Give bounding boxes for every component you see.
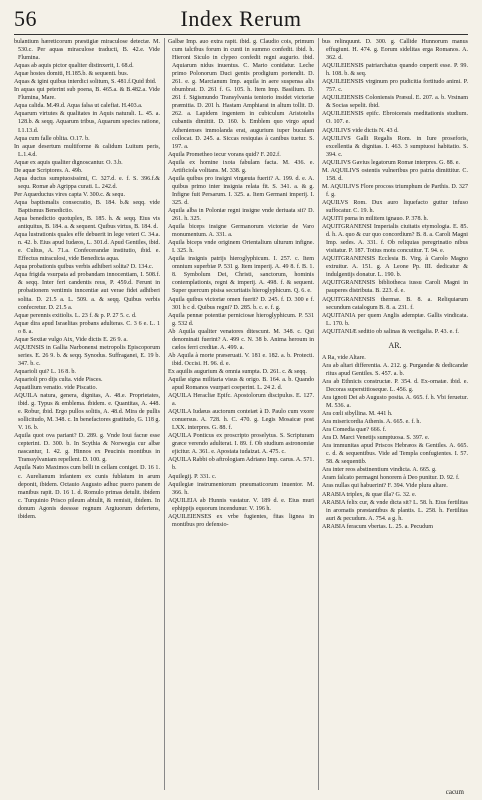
- index-entry: Aquæ perennis exitiolis. L. 23 f. & p. P. 27 5. c. d.: [14, 312, 137, 319]
- index-entry: Aquila biceps vnde originem Orientalium ulturum infigne. I. 325. h.: [168, 240, 314, 255]
- index-entry: AQUILEIENSIS Coloniensis Præsul. E. 207. a. b. Vrsinam & Socias sepelit. ibid.: [322, 95, 468, 110]
- index-entry: AQUITGRANENSIS thermæ. B. 8. a. Reliquiarum secundum catalogum B. 8. a. 231. f.: [322, 296, 468, 311]
- index-entry: bulantium hæreticorum præstigiæ miraculose detectæ. M. 530.c. Per aquas miraculose traducti, B. 42.e. Vide Flumina.: [14, 39, 160, 62]
- index-entry: Ara inter reos abstinentium vindicta. A. 665. g.: [322, 467, 437, 474]
- index-entry: Aquarioli pro dijs culta. vide Pisces.: [14, 376, 103, 383]
- index-entry: AQUITGRANENSIS Ecclesia B. Virg. à Carolo Magno extruitur. A. 151. g. A Leone Pp. III. dedicatur & indulgentijs donatur. L. 190. b.: [322, 256, 468, 279]
- index-entry: AQUILA Ponticus ex proscripto proselytus. S. Scripturam græce verendo adulterat. I. 89. f. Ob studium astronomiæ ejicitur. A. 361. e. Apostata iudaizat. A. 475. c.: [168, 433, 314, 456]
- index-entry: Ex aquilis augurium & omnia sumpta. D. 261. c. & seqq.: [168, 368, 307, 375]
- index-entry: AQUITGRANENSIS bibliotheca iussu Caroli Magni in pauperes distributa. B. 223. d. e.: [322, 280, 468, 295]
- column-divider: [164, 38, 165, 790]
- index-entry: ARABIA felix cur, & vnde dicta sit? L. 58. h. Eius fertilitas in aromatis præstantibus & plantis. L. 258. h. Fertilitas auri & pecudum. A. 754. a g. h.: [322, 499, 468, 522]
- index-entry: AQUILEIENSIS epifc. Ebroicensis meditationis studium. O. 107. e.: [322, 111, 468, 126]
- index-entry: Aquarioli qui? L. 16 8. b.: [14, 368, 76, 375]
- index-entry: AQUILIVS Gavius legatorum Romæ interpres. G. 88. e.: [322, 159, 460, 166]
- index-entry: AQUILIVS Galli Regalis Rom. in Iure proseforis, excellentia & dignitas. I. 463. 3 sumptuosi habitatio. S. 394. c.: [322, 135, 468, 158]
- index-entry: Aquas & igini quibus interdici solitum, S. 481.f.Quid ibid.: [14, 79, 157, 86]
- index-entry: Aquarum virtutes & qualitates in Aquis naturali. L. 45. a. 128.b. & seqq. Aquarum tribus, Aquarum species ratione, I.1.13.d.: [14, 111, 160, 134]
- index-entry: Aqua lustrationis quales effe debuerit in lege veteri C. 34.a. n. 42. b. Eius apud Iudæos, L. 301.d. Apud Gentiles, ibid. e. Cultus, A. 71.a. Confecerandæ institutio, ibid. e. Effectus miraculosi, vide Benedicta aqua.: [14, 232, 160, 263]
- index-entry: AQUILA Rabbi ob aftrologiam Adriano Imp. carus. A. 571. b.: [168, 457, 314, 472]
- index-entry: AQUILA Heracliæ Epifc. Apostolorum discipulus. E. 127. a.: [168, 393, 314, 408]
- index-entry: M. AQUILIVS ostentis vulneribus pro patria dimittitur. C. 158. d.: [322, 167, 468, 182]
- index-entry: Ara immunitas apud Priscos Hebræos & Gentiles. A. 665. c. d. & sequentibus. Vide ad Templa confugientes. I. 57. 58. & sequentib.: [322, 443, 468, 466]
- index-entry: AQUITANIÆ seditio ob salinas & vectigalia. P. 43. e. f.: [322, 328, 459, 335]
- index-entry: AQUILEIENSIS patriarchatus quando cœperit esse. P. 99. h. 108. b. & seq.: [322, 63, 468, 78]
- index-columns: [14, 38, 468, 790]
- index-entry: Aquila ex homine ixota fabulam facta. M. 436. e. Artificiola volitans. M. 338. g.: [168, 159, 314, 174]
- index-entry: AQUITGRANENSI Imperialis ciuitatis etymologia. E. 85. d. h. A. quo & cur quo concordium? B. 8. a. Caroli Magni Imp. sedes. A. 331. f. Ob reliquias peregrinatio nibus visitatur. P. 187. Totius motu concutitur. T. 94. e.: [322, 224, 468, 255]
- index-entry: Aqua calida. M.49.d. Aqua falsa ut calefiat. H.403.a.: [14, 103, 143, 110]
- index-entry: Aqua ductus sumptuosissimi, C. 327.d. e. f. S. 396.f.& sequ. Romæ ab Agrippa curati. L. 242.d.: [14, 175, 160, 190]
- index-entry: Ara Comedia quæ? 666. f.: [322, 427, 387, 434]
- catchword: cacum: [445, 788, 464, 796]
- index-entry: Aquæ dira apud Israelitas probans adulteras. C. 3 6 e. L. 1 o 8. a.: [14, 320, 160, 335]
- index-entry: AQUILEIENSES ex vrbe fugientes, fitas lignea in montibus pro defensio-: [168, 513, 314, 528]
- index-entry: Aquilegiæ instrumentorum pneumaticorum inuentor. M. 366. h.: [168, 481, 314, 496]
- index-entry: Aquila alba in Poloniæ regni insigne vnde deriuata sit? D. 261. h. 325.: [168, 207, 314, 223]
- column-divider: [318, 38, 319, 790]
- index-entry: Aquila Nato Maximos cum belli in cellam coniget. D. 16 1. c. Aurelianum infantem ex cunis fublatum in arum deponit, ibidem. Octauio Augusto adhuc puero panem de manibus rapit. D. 16 1. d. Romulo primas detulit. ibidem c. Turquinio Prisco pileum abtulit, & remisit, ibidem. In donum Agonis deessse regnum Argiuorum defertens, ibidem.: [14, 465, 160, 520]
- section-heading: AR.: [388, 340, 402, 350]
- index-entry: Aquæ ex aquis qualiter dignoscantur. O. 3.b.: [14, 159, 123, 166]
- index-entry: Aquila quot ova pariant? D. 289. g. Vnde Ioui facræ esse cepterint. D. 300. b. In Scythia & Norwegia cur albæ nascantur, I. 42. g. Hinnos ex Peucinis montibus in Transsylvaniam repellent. D. 100. g.: [14, 433, 160, 464]
- index-entry: Aquilegij. P. 331. c.: [168, 473, 217, 480]
- index-entry: Aras nullas qui habuerint? F. 394. Vide plura altare.: [322, 483, 448, 490]
- index-entry: A Ra, vide Altare.: [322, 354, 366, 361]
- index-entry: AQUILEIENSIS virginum pro pudicitia fortitudo animi. P. 757. c.: [322, 79, 468, 94]
- index-entry: Aqua frigida vsurpata ad probandam innocentiam, I. 508.f. & seqq. Inter feri candentis reus, P. 459.d. Ferunt in probationem ventimis inncentiæ aut verae fidei adhiberi solita. D. 21.5 a. L. 509. a. & seqq. Quibus verbis confecretur. D. 21.5 a.: [14, 272, 160, 311]
- index-entry: ARABIA feracum vbertas. L. 25. a. Pecudum: [322, 523, 434, 530]
- index-entry: Aquila quibus victoriæ omen fuerit? D. 245. f. D. 300 e f. 301 h c d. Quibus regni? D. 285. b. c. e. f. g.: [168, 296, 314, 311]
- index-column-1: [14, 38, 160, 790]
- index-entry: Aram falcato permagni honorem à Deo punitur. D. 92. f.: [322, 475, 460, 482]
- index-entry: AQUILEIA ab Hunnis vastatur. V. 189 d. e. Eius muri ephippijs equorum incendunur. V. 196 h.: [168, 497, 314, 512]
- index-entry: M. AQUILIVS Flore procoss triumphum de Parthis. D. 327 f. g.: [322, 183, 468, 198]
- index-entry: Ara D. Marci Venetijs sumptuosa. S. 397. e.: [322, 435, 430, 442]
- index-entry: Ara ab altari differentia. A. 212. g. Purgandæ & dedicandæ ritus apud Gentiles. S. 457. a. b.: [322, 362, 468, 377]
- index-entry: Aquila Prometheo iecur vorans quid? F. 202.f.: [168, 151, 281, 158]
- page-header: [14, 6, 468, 36]
- index-entry: Aquæ hostes domiti, H.185.b. & sequenti. bus.: [14, 71, 129, 78]
- index-entry: Aquæ Sextiæ vulgo Aix, Vide dictis E. 26 9. a.: [14, 336, 128, 343]
- index-entry: Aquila quibus pro insigni virgæuta fuerit? A. 199. d. e. A. quibus primo inter insignia relata fit. S. 341. a. & g. Infigne fuit Persarum. I. 325. a. Item Germani imperij. I. 325. d.: [168, 175, 314, 206]
- index-entry: Aquila pennæ potentiæ perniciosæ hieroglyphicum. P. 531 g. 532 d.: [168, 312, 314, 327]
- index-entry: AQUILIVS vide dictis N. 43 d.: [322, 127, 399, 134]
- index-entry: De aquæ Scriptores. A. 49b.: [14, 167, 83, 174]
- index-entry: Ara ab Ethnicis constructæ. P. 354. d. Ex-ornatæ. ibid. e. Decoras superstitioseque. L. 456. g.: [322, 378, 468, 393]
- index-entry: In aquæ desertum multiforme & calidum Luitum peris, L.1.4.d.: [14, 143, 160, 158]
- index-entry: Ab Aquila à morte præseruati. V. 181 e. 182. a. b. Protecti. ibid. Occisi. H. 96. d. e.: [168, 352, 314, 367]
- header-rule: [14, 34, 468, 35]
- index-entry: Aqua benedictio quotuplex, B. 185. h. & seqq. Eius vis antiquitus, B. 184. a. & sequent. Quibus virtus, B. 184. d.: [14, 216, 160, 231]
- index-entry: Aquilæ signa militaria visus & origo. B. 164. a. b. Quando apud Romanos vsurpari coeperint. L. 24 2. d.: [168, 376, 314, 392]
- index-entry: Aquas ab aquis pictor qualiter distinxerit, I. 68.d.: [14, 63, 134, 70]
- index-entry: AQUITI pœna in militem ignauo. P. 378. h.: [322, 216, 429, 223]
- index-entry: Aquila insignis patrijs hieroglyphicum. I. 257. c. Item omnium superbiæ P. 531 g. Item imperij. A. 49 8. f. B. 1. 8. Symbolum Dei, Christi, sanctorum, hominis contemplationis, regni & imperij. A. 498. f. & sequent. Super quercum pisisa securitatis hieroglyphicum. Q. 6. e.: [168, 256, 314, 295]
- index-entry: Aquatilium venatio. vide Piscatio.: [14, 385, 98, 392]
- index-entry: AQUENSIS in Gallia Narbonensi metropolis Episcoporum series. E. 26 9. b. & seqq. Synodus. Suffraganei, E. 19 b. 347. b. c.: [14, 344, 160, 367]
- index-column-3: [322, 38, 468, 790]
- page-title: Index Rerum: [180, 6, 302, 31]
- index-entry: Ara misericordia Athenis. A. 665. e. f. h.: [322, 419, 422, 426]
- index-entry: AQUILVS Rom. Dux auro liquefacto guttur infuso suffocatur. C. 19. h.: [322, 199, 468, 214]
- index-entry: Aquila biceps insigne Germanorum victoriæ de Varo monumentum. A. 331. a.: [168, 224, 314, 239]
- index-entry: Galbæ Imp. auo extra rapit. ibid. g. Claudio cois, primum cum talcibus forum in cunti in summo confedit. ibid. h. Hieroni Siculo in clypeo confedit regni augurio. ibid. Aquiarum nidus inuentus. C. Mario conidatur. Leche primo Polonorum Duci gentis prodigium portendit. D. 261. e. g. Marcianum Imp. aquila in aere suspensa alis obumbrat. D. 261 f. G. 105. h. Item Imp. Basilium. D. 261 f. Sigismundo Transylvania tentorio insidet victoriæ præmitia. D. 201 h. Hastam Amphiarai in altum tollit. D. 262. a. Lapidem ingentem in cubiculum Aristotelis cubantis dimittit. D. 160. b. Emblem quo virgo apud Athenienses immolanda erat, augurium iuper buculam collocat. D. 245. a. Siccas resiquias à canibus tuetur. S. 197. a.: [168, 39, 314, 150]
- index-entry: AQUITANIA per quem Anglis ademptæ. Gallis vindicata. L. 170. b.: [322, 312, 468, 327]
- index-entry: Aqua probationis quibus verbis adhiberi solita? D. 134.c.: [14, 264, 154, 271]
- index-entry: bus relinquunt. D. 300. g. Callide Hunnorum manus effugiunt. H. 474. g. Eorum sidelitas erga Romanos. A. 362. d.: [322, 39, 468, 62]
- index-entry: ARABIA triplex, & quæ illa? G. 32. e.: [322, 491, 417, 498]
- page-number: 56: [14, 6, 37, 31]
- index-entry: Per Aquæductus vires capta V. 300.c. & sequ.: [14, 191, 125, 198]
- index-entry: Aqua cum falle oblita. O.17. b.: [14, 135, 90, 142]
- index-entry: Aqua baptismalis consecratio, B. 184. b.& seqq. vide Baptismus Benedictio.: [14, 199, 160, 214]
- index-entry: Ara ignoti Dei ab Augusto posita. A. 665. f. h. Vbi feruetur. M. 536. a.: [322, 394, 468, 410]
- index-column-2: [168, 38, 314, 790]
- index-entry: In aquas qui peterint sub poena, B. 465.a. & B.482.a. Vide Flumina, Mare.: [14, 87, 160, 102]
- index-entry: Ara cœli sibyllina. M. 441 h.: [322, 411, 393, 418]
- index-entry: AQUILA Iudæus auctorum conteiæt à D. Paulo cum vxore conuersus. A. 728. h. C. 470. g. Legis Mosaicæ post LXX. interpres. G. 88. f.: [168, 409, 314, 432]
- index-entry: Ab Aquila qualiter venatores ditescunt. M. 348. c. Qui denominati fuerint? A. 499 c. N. 38 b. Anima heroum in cælos ferri creditæ. A. 499. a.: [168, 328, 314, 351]
- index-entry: AQUILA natura, genera, dignitas, A. 48.e. Proprietates, ibid. g. Typus & emblema. ibidem. e. Quantitas, A. 448. e. Robur, ibid. Ergo pullos solitis, A. 48.d. Mira de pullis sollicitudo, M. 348. c. In benefactores gratitudo, G. 118 g. V. 16. b.: [14, 393, 160, 432]
